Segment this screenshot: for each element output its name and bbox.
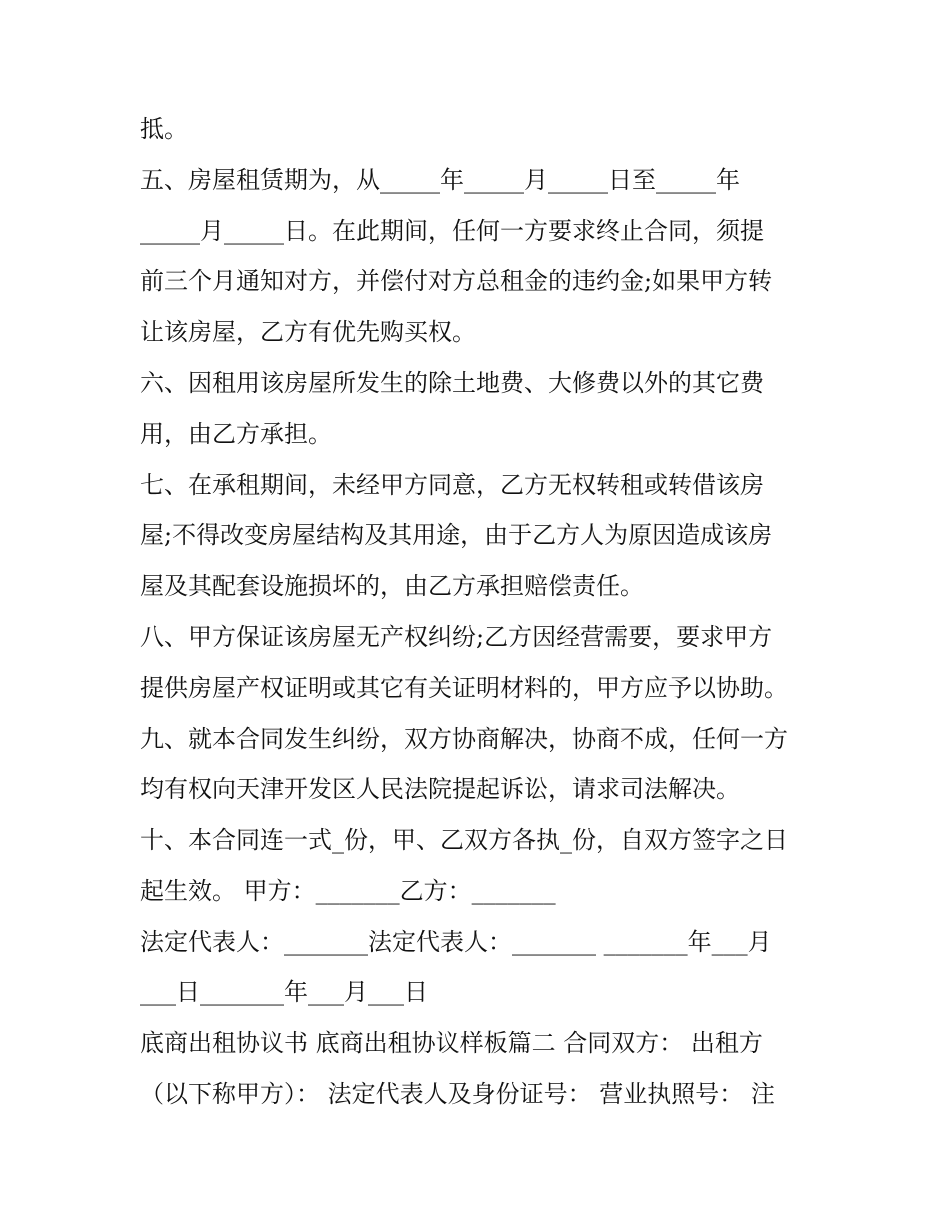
text-line: 七、在承租期间，未经甲方同意，乙方无权转租或转借该房 — [140, 471, 764, 499]
text-line: 六、因租用该房屋所发生的除土地费、大修费以外的其它费 — [140, 369, 764, 397]
text-line: 八、甲方保证该房屋无产权纠纷;乙方因经营需要，要求甲方 — [140, 623, 773, 651]
text-line: 让该房屋，乙方有优先购买权。 — [140, 318, 476, 346]
text-line: 屋;不得改变房屋结构及其用途，由于乙方人为原因造成该房 — [140, 521, 773, 549]
text-line: _____月_____日。在此期间，任何一方要求终止合同，须提 — [140, 217, 764, 245]
text-line: 九、就本合同发生纠纷，双方协商解决，协商不成，任何一方 — [140, 725, 788, 753]
text-line: 五、房屋租赁期为，从_____年_____月_____日至_____年 — [140, 166, 740, 194]
text-line: ___日_______年___月___日 — [140, 978, 428, 1006]
text-line: 提供房屋产权证明或其它有关证明材料的，甲方应予以协助。 — [140, 674, 788, 702]
text-line: 起生效。 甲方：_______乙方：_______ — [140, 877, 556, 905]
text-line: 十、本合同连一式_份，甲、乙双方各执_份，自双方签字之日 — [140, 826, 788, 854]
text-line: （以下称甲方）： 法定代表人及身份证号： 营业执照号： 注 — [140, 1080, 775, 1108]
text-line: 底商出租协议书 底商出租协议样板篇二 合同双方： 出租方 — [140, 1029, 763, 1057]
text-line: 前三个月通知对方，并偿付对方总租金的违约金;如果甲方转 — [140, 267, 773, 295]
text-line: 屋及其配套设施损坏的，由乙方承担赔偿责任。 — [140, 572, 644, 600]
text-line: 用，由乙方承担。 — [140, 420, 332, 448]
text-line: 法定代表人：_______法定代表人：_______ _______年___月 — [140, 928, 772, 956]
text-line: 均有权向天津开发区人民法院提起诉讼，请求司法解决。 — [140, 775, 740, 803]
text-line: 抵。 — [140, 115, 188, 143]
